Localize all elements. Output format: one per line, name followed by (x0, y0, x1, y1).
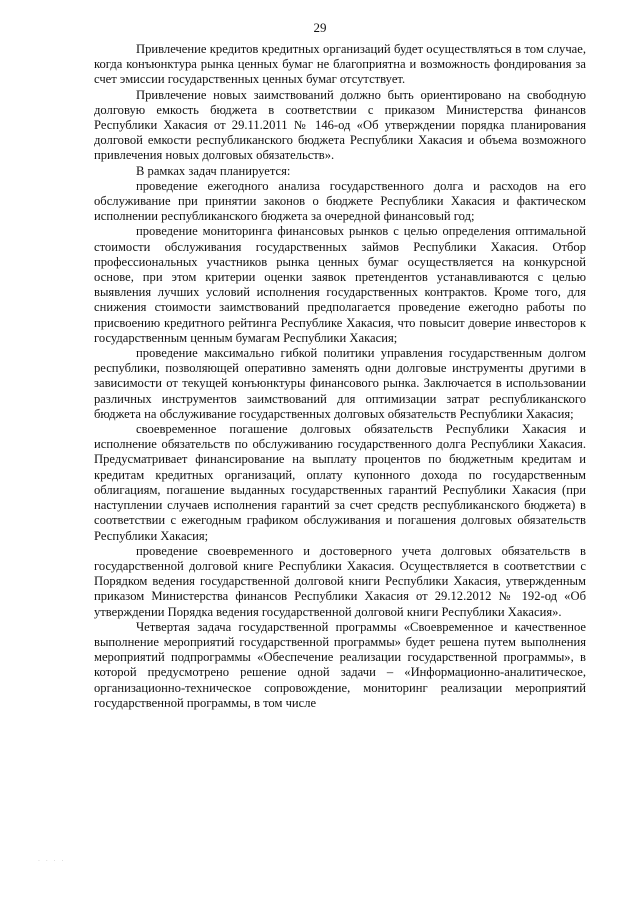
page-number: 29 (313, 20, 327, 35)
paragraph-flexible-policy: проведение максимально гибкой политики управления государственным долгом республики, позволяющей оперативно заменять одни долговые инструменты другими в зависимости от текущей конъюнктуры финансового рынка. Заключается в использовании различных инструментов заимствований для оптимизации затрат республиканского бюджета на обслуживание государственных долговых обязательств Республики Хакасия; (94, 346, 586, 421)
paragraph-tasks-intro: В рамках задач планируется: (136, 163, 291, 178)
paragraph-credit-attraction: Привлечение кредитов кредитных организаций будет осуществляться в том случае, когда конъюнктура рынка ценных бумаг не благоприятна и возможность фондирования за счет эмиссии государственных ценных бумаг отсутствует. (94, 42, 586, 87)
paragraph-debt-analysis: проведение ежегодного анализа государственного долга и расходов на его обслуживание при принятии законов о бюджете Республики Хакасия и фактическом исполнении республиканского бюджета за очередной финансовый год; (94, 178, 586, 224)
paragraph-timely-repayment: своевременное погашение долговых обязательств Республики Хакасия и исполнение обязательств по обслуживанию государственного долга Республики Хакасия. Предусматривает финансирование на выплату процентов по бюджетным кредитам и кредитам кредитных организаций, оплату купонного дохода по государственным облигациям, погашение выданных государственных гарантий Республики Хакасия (при наступлении случаев исполнения гарантий за счет средств республиканского бюджета) в соответствии с ежегодным графиком обслуживания и погашения долговых обязательств Республики Хакасия; (94, 422, 586, 543)
paragraph-debt-book-accounting: проведение своевременного и достоверного учета долговых обязательств в государственной долговой книге Республики Хакасия. Осуществляется в соответствии с Порядком ведения государственной долговой книги Республики Хакасия, утвержденным приказом Министерства финансов Республики Хакасия от 29.12.2012 № 192-од «Об утверждении Порядка ведения государственной долговой книги Республики Хакасия». (94, 543, 586, 619)
paragraph-new-borrowings: Привлечение новых заимствований должно быть ориентировано на свободную долговую емкость бюджета в соответствии с приказом Министерства финансов Республики Хакасия от 29.11.2011 № 146-од «Об утверждении порядка планирования долговой емкости республиканского бюджета Республики Хакасия и объема возможного привлечения новых долговых обязательств». (94, 87, 586, 163)
paragraph-market-monitoring: проведение мониторинга финансовых рынков с целью определения оптимальной стоимости обслуживания государственных займов Республики Хакасия. Отбор профессиональных участников рынка ценных бумаг осуществляется на конкурсной основе, при этом критерии оценки заявок претендентов устанавливаются с целью выявления лучших условий исполнения государственных контрактов. Кроме того, для снижения стоимости заимствований предполагается проведение ежегодно работы по присвоению кредитного рейтинга Республике Хакасия, что повысит доверие инвесторов к государственным ценным бумагам Республики Хакасия; (94, 224, 586, 345)
scan-artifact: · · · · (38, 858, 66, 865)
paragraph-fourth-task: Четвертая задача государственной программы «Своевременное и качественное выполнение мероприятий государственной программы» будет решена путем выполнения мероприятий подпрограммы «Обеспечение реализации государственной программы», в которой предусмотрено решение одной задачи – «Информационно-аналитическое, организационно-техническое сопровождение, мониторинг реализации мероприятий государственной программы, в том числе (94, 619, 586, 710)
document-body (94, 42, 586, 711)
